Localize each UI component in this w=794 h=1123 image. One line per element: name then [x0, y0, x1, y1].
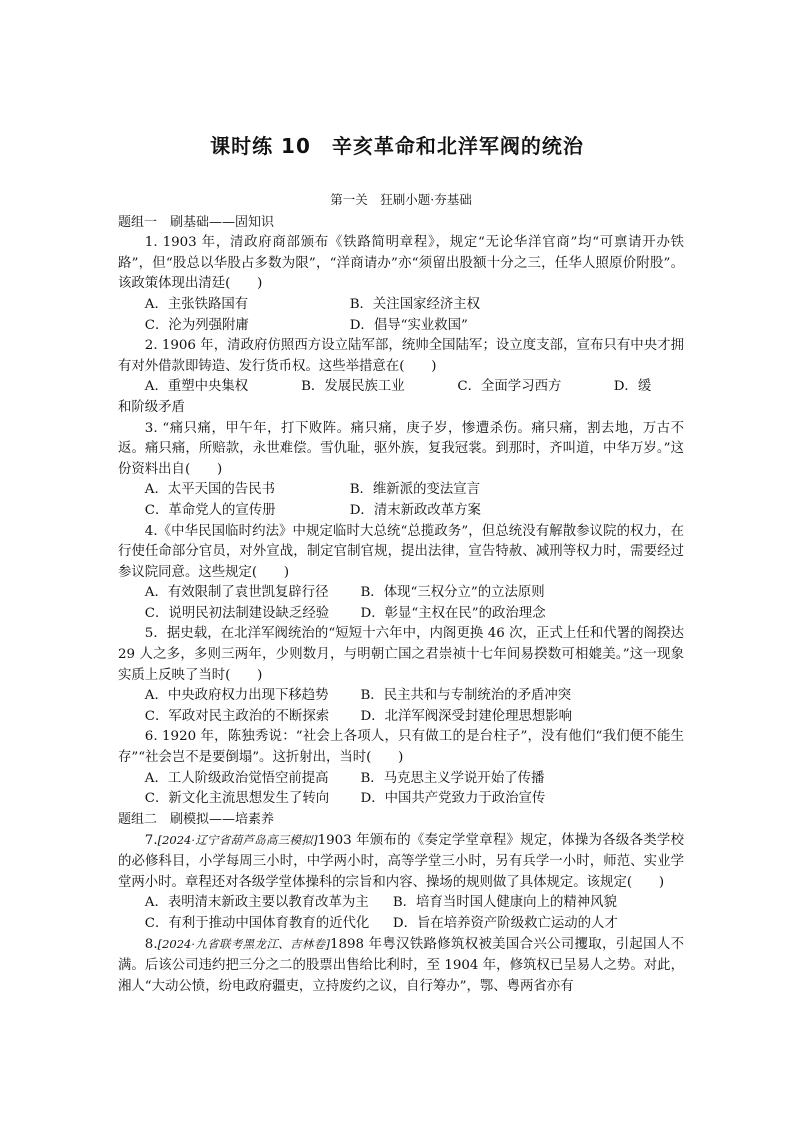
option-b: B．维新派的变法宣言: [349, 482, 481, 498]
option-a: A．表明清末新政主要以教育改革为主: [144, 895, 369, 911]
question-2-option-wrap: 和阶级矛盾: [118, 399, 185, 415]
option-a: A．重塑中央集权: [144, 379, 249, 395]
question-5-options: [118, 686, 684, 727]
option-c: C．有利于推动中国体育教育的近代化: [144, 915, 370, 931]
question-source: [2024·辽宁省葫芦岛高三模拟]: [157, 833, 318, 848]
option-c: C．说明民初法制建设缺乏经验: [144, 605, 330, 621]
question-text: 1898 年粤汉铁路修筑权被美国合兴公司攫取，引起国人不满。后该公司违约把三分之二的股票出售给比利时，至 1904 年，修筑权已呈易人之势。对此，湘人“大动公愤，纷电政府疆吏，立持废约之议，自行筹办”，鄂、粤两省亦有: [118, 937, 684, 994]
question-3-stem: 3. “痛只痛，甲午年，打下败阵。痛只痛，庚子岁，惨遭杀伤。痛只痛，割去地，万古不返。痛只痛，所赔款，永世难偿。雪仇耻，驱外族，复我冠裳。到那时，齐叫道，中华万岁。”这份资料出自( ): [118, 420, 684, 477]
option-d: D．清末新政改革方案: [349, 502, 481, 518]
option-c: C．革命党人的宣传册: [144, 502, 276, 518]
option-a: A．有效限制了袁世凯复辟行径: [144, 585, 329, 601]
question-6-options: [118, 769, 684, 810]
question-5-stem: 5．据史载，在北洋军阀统治的“短短十六年中，内阁更换 46 次，正式上任和代署的阁揆达 29 人之多，多则三两年，少则数月，与明朝亡国之君崇祯十七年间易揆数可相媲美。”这一现象实质上反映了当时( ): [118, 626, 684, 683]
section-heading: 第一关 狂刷小题·夯基础: [330, 192, 472, 207]
option-d: D．旨在培养资产阶级救亡运动的人才: [392, 915, 618, 931]
option-a: A．中央政府权力出现下移趋势: [144, 688, 329, 704]
option-d: D．缓: [613, 379, 652, 395]
option-d: D．彰显“主权在民”的政治理念: [360, 605, 546, 621]
option-c: C．新文化主流思想发生了转向: [144, 791, 330, 807]
option-b: B．体现“三权分立”的立法原则: [360, 585, 545, 601]
option-b: B．民主共和与专制统治的矛盾冲突: [360, 688, 572, 704]
option-a: A．太平天国的告民书: [144, 482, 275, 498]
option-d: D．中国共产党致力于政治宣传: [360, 791, 546, 807]
question-7-options: [118, 893, 684, 934]
option-b: B．关注国家经济主权: [349, 296, 481, 312]
option-a: A．工人阶级政治觉悟空前提高: [144, 770, 329, 786]
question-4-options: [118, 583, 684, 624]
group-heading-2: 题组二 刷模拟——培素养: [118, 811, 275, 827]
option-c: C．军政对民主政治的不断探索: [144, 708, 330, 724]
question-source: [2024·九省联考黑龙江、吉林卷]: [157, 937, 330, 952]
question-2-stem: 2. 1906 年，清政府仿照西方设立陆军部，统帅全国陆军；设立度支部，宣布只有中央才拥有对外借款即铸造、发行货币权。这些举措意在( ): [118, 338, 684, 374]
group-heading-1: 题组一 刷基础——固知识: [118, 214, 275, 230]
question-number: 7.: [144, 833, 158, 849]
question-text: 1903 年颁布的《奏定学堂章程》规定，体操为各级各类学校的必修科目，小学每周三小时，中学两小时，高等学堂三小时，另有兵学一小时，师范、实业学堂两小时。章程还对各级学堂体操科的宗旨和内容、操场的规则做了具体规定。该规定( ): [118, 833, 684, 890]
question-4-stem: 4.《中华民国临时约法》中规定临时大总统“总揽政务”，但总统没有解散参议院的权力，在行使任命部分官员，对外宣战，制定官制官规，提出法律，宣告特赦、减刑等权力时，需要经过参议院同意。这些规定( ): [118, 523, 684, 580]
question-1-options: [118, 295, 684, 336]
question-1-stem: 1. 1903 年，清政府商部颁布《铁路简明章程》，规定“无论华洋官商”均“可禀请开办铁路”，但“股总以华股占多数为限”，“洋商请办”亦“须留出股额十分之三，任华人照原价附股”。该政策体现出清廷( ): [118, 235, 684, 292]
option-c: C．全面学习西方: [457, 379, 562, 395]
question-2-options: [118, 377, 684, 398]
document-body: [118, 190, 684, 997]
page-title: 课时练 10 辛亥革命和北洋军阀的统治: [210, 134, 584, 158]
question-3-options: [118, 480, 684, 521]
option-b: B．马克思主义学说开始了传播: [360, 770, 545, 786]
option-b: B．发展民族工业: [301, 379, 405, 395]
question-number: 8.: [144, 937, 158, 953]
option-b: B．培育当时国人健康向上的精神风貌: [392, 895, 617, 911]
option-a: A．主张铁路国有: [144, 296, 249, 312]
option-d: D．倡导“实业救国”: [349, 317, 468, 333]
question-6-stem: 6. 1920 年，陈独秀说：“社会上各项人，只有做工的是台柱子”，没有他们“我们便不能生存”“社会岂不是要倒塌”。这折射出，当时( ): [118, 729, 684, 766]
question-8-stem: [118, 934, 684, 997]
option-c: C．沦为列强附庸: [144, 317, 249, 333]
option-d: D．北洋军阀深受封建伦理思想影响: [360, 708, 573, 724]
question-7-stem: [118, 830, 684, 893]
